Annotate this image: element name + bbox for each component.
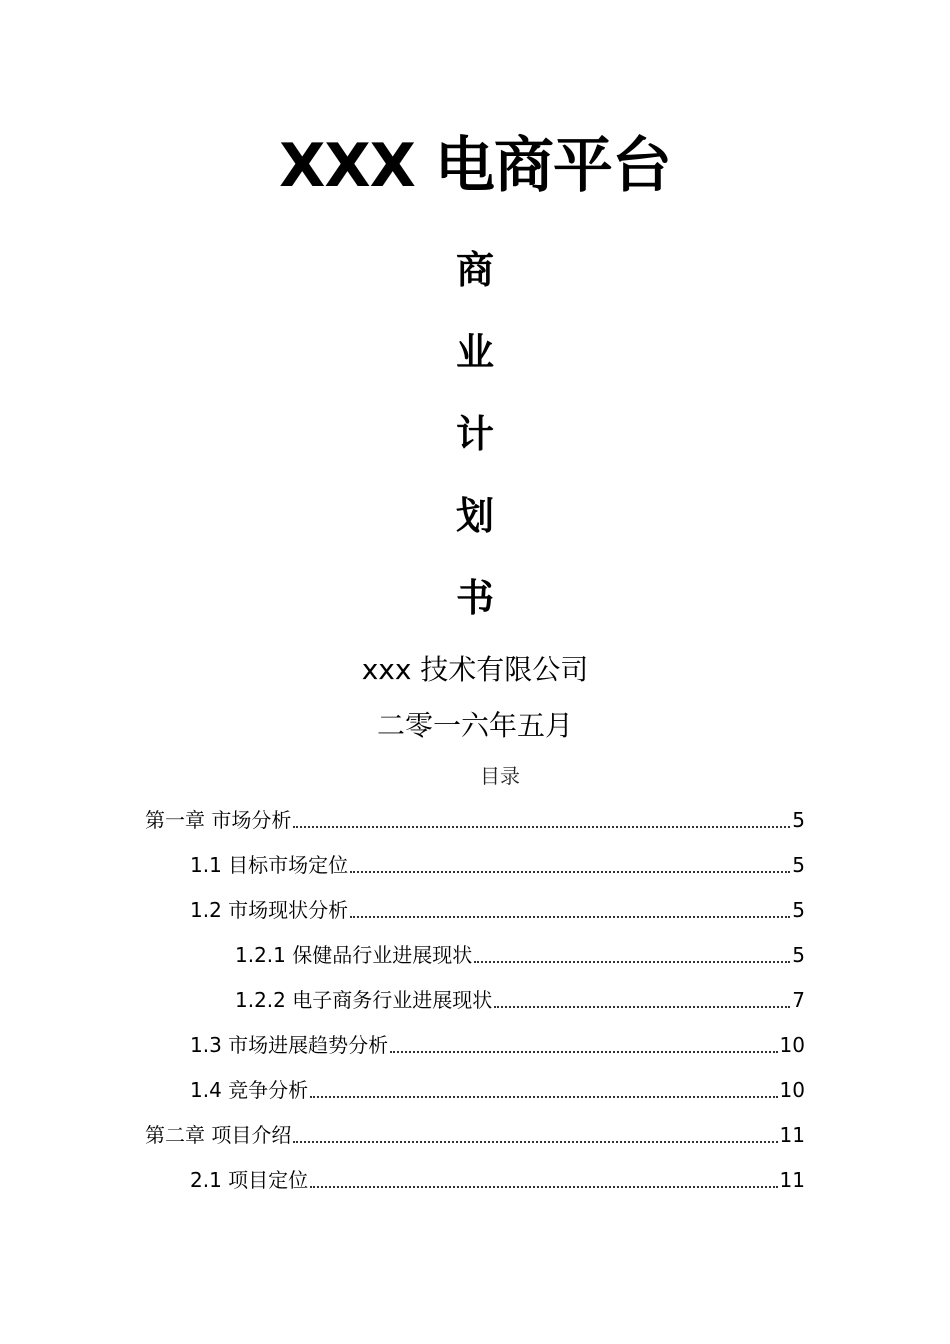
title-char-4: 划 (455, 494, 494, 538)
toc-entry-page: 10 (779, 1033, 805, 1057)
toc-dot-leader (350, 871, 790, 873)
toc-dot-leader (310, 1186, 777, 1188)
toc-dot-leader (293, 1141, 777, 1143)
toc-entry-page: 11 (779, 1123, 805, 1147)
toc-entry[interactable] (190, 895, 805, 925)
toc-entry[interactable] (235, 985, 805, 1015)
title-char-2: 业 (455, 330, 494, 374)
toc-dot-leader (494, 1006, 790, 1008)
toc-entry-page: 7 (792, 988, 805, 1012)
toc-entry-page: 5 (792, 898, 805, 922)
toc-dot-leader (390, 1051, 777, 1053)
toc-entry-label: 第二章 项目介绍 (145, 1123, 292, 1147)
toc-entry-label: 2.1 项目定位 (190, 1168, 309, 1192)
document-date: 二零一六年五月 (376, 709, 573, 742)
toc-entry-page: 5 (792, 943, 805, 967)
toc-entry-page: 5 (792, 808, 805, 832)
toc-entry[interactable] (145, 1120, 805, 1150)
title-char-5: 书 (455, 576, 494, 620)
toc-entry-label: 1.2 市场现状分析 (190, 898, 349, 922)
toc-dot-leader (293, 826, 790, 828)
toc-entry[interactable] (190, 850, 805, 880)
toc-entry-label: 第一章 市场分析 (145, 808, 292, 832)
toc-entry-label: 1.1 目标市场定位 (190, 853, 349, 877)
toc-entry-page: 10 (779, 1078, 805, 1102)
toc-dot-leader (350, 916, 790, 918)
toc-heading: 目录 (480, 764, 520, 788)
toc-entry[interactable] (190, 1075, 805, 1105)
toc-entry[interactable] (190, 1030, 805, 1060)
toc-entry[interactable] (235, 940, 805, 970)
company-name: xxx 技术有限公司 (361, 653, 589, 686)
toc-entry-page: 5 (792, 853, 805, 877)
document-title: XXX 电商平台 (279, 131, 671, 201)
toc-entry-label: 1.4 竞争分析 (190, 1078, 309, 1102)
toc-entry-label: 1.3 市场进展趋势分析 (190, 1033, 389, 1057)
toc-entry[interactable] (145, 805, 805, 835)
toc-entry-page: 11 (779, 1168, 805, 1192)
toc-entry-label: 1.2.1 保健品行业进展现状 (235, 943, 473, 967)
toc-entry[interactable] (190, 1165, 805, 1195)
toc-dot-leader (474, 961, 790, 963)
toc-entry-label: 1.2.2 电子商务行业进展现状 (235, 988, 493, 1012)
title-char-3: 计 (455, 412, 494, 456)
title-char-1: 商 (455, 248, 494, 292)
toc-dot-leader (310, 1096, 777, 1098)
